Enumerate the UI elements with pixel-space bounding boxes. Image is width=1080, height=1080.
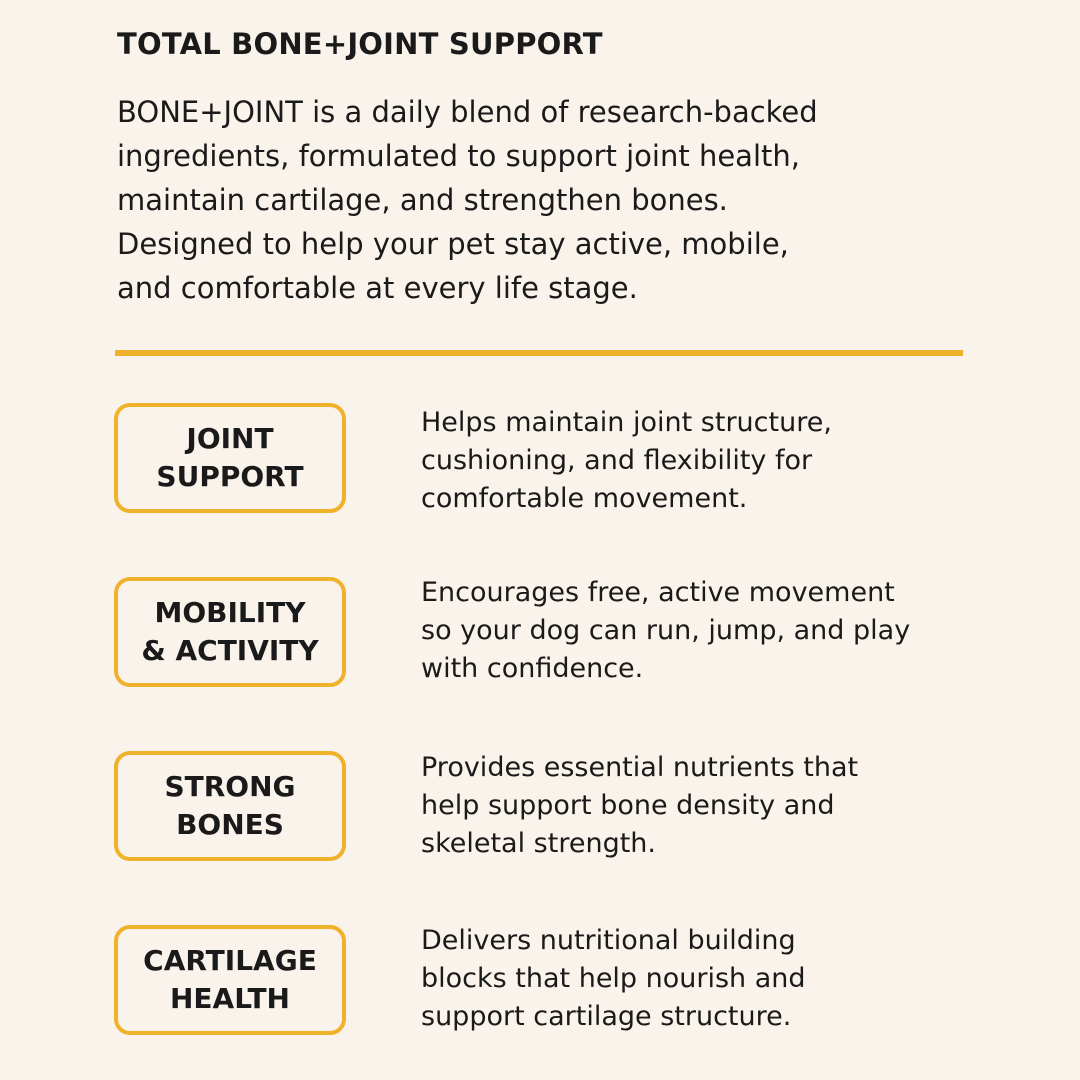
description-line: Delivers nutritional building bbox=[421, 925, 796, 956]
intro-line: and comfortable at every life stage. bbox=[117, 271, 638, 305]
description-line: skeletal strength. bbox=[421, 828, 656, 859]
badge-label-line: JOINT bbox=[186, 422, 274, 455]
section-divider bbox=[115, 350, 963, 356]
description-line: help support bone density and bbox=[421, 790, 835, 821]
description-line: so your dog can run, jump, and play bbox=[421, 615, 911, 646]
benefit-description-mobility-activity bbox=[421, 574, 981, 688]
badge-cartilage-health bbox=[114, 925, 346, 1035]
badge-label-line: BONES bbox=[176, 808, 284, 841]
badge-label-line: SUPPORT bbox=[156, 460, 304, 493]
description-line: cushioning, and flexibility for bbox=[421, 445, 813, 476]
badge-mobility-activity bbox=[114, 577, 346, 687]
page-title: TOTAL BONE+JOINT SUPPORT bbox=[117, 27, 603, 61]
description-line: Provides essential nutrients that bbox=[421, 752, 859, 783]
badge-label-line: MOBILITY bbox=[154, 596, 306, 629]
description-line: comfortable movement. bbox=[421, 483, 748, 514]
description-line: Encourages free, active movement bbox=[421, 577, 895, 608]
description-line: with confidence. bbox=[421, 653, 644, 684]
description-line: support cartilage structure. bbox=[421, 1001, 792, 1032]
badge-label-line: CARTILAGE bbox=[143, 944, 317, 977]
badge-label-line: & ACTIVITY bbox=[141, 634, 319, 667]
badge-label-line: STRONG bbox=[164, 770, 296, 803]
description-line: blocks that help nourish and bbox=[421, 963, 806, 994]
benefit-description-cartilage-health bbox=[421, 922, 981, 1036]
badge-label-line: HEALTH bbox=[170, 982, 290, 1015]
intro-line: BONE+JOINT is a daily blend of research-backed bbox=[117, 95, 818, 129]
description-line: Helps maintain joint structure, bbox=[421, 407, 832, 438]
intro-line: Designed to help your pet stay active, mobile, bbox=[117, 227, 789, 261]
benefit-description-strong-bones bbox=[421, 749, 981, 863]
benefit-description-joint-support bbox=[421, 404, 981, 518]
intro-paragraph bbox=[117, 90, 937, 310]
intro-line: maintain cartilage, and strengthen bones. bbox=[117, 183, 728, 217]
intro-line: ingredients, formulated to support joint health, bbox=[117, 139, 800, 173]
badge-joint-support bbox=[114, 403, 346, 513]
badge-strong-bones bbox=[114, 751, 346, 861]
